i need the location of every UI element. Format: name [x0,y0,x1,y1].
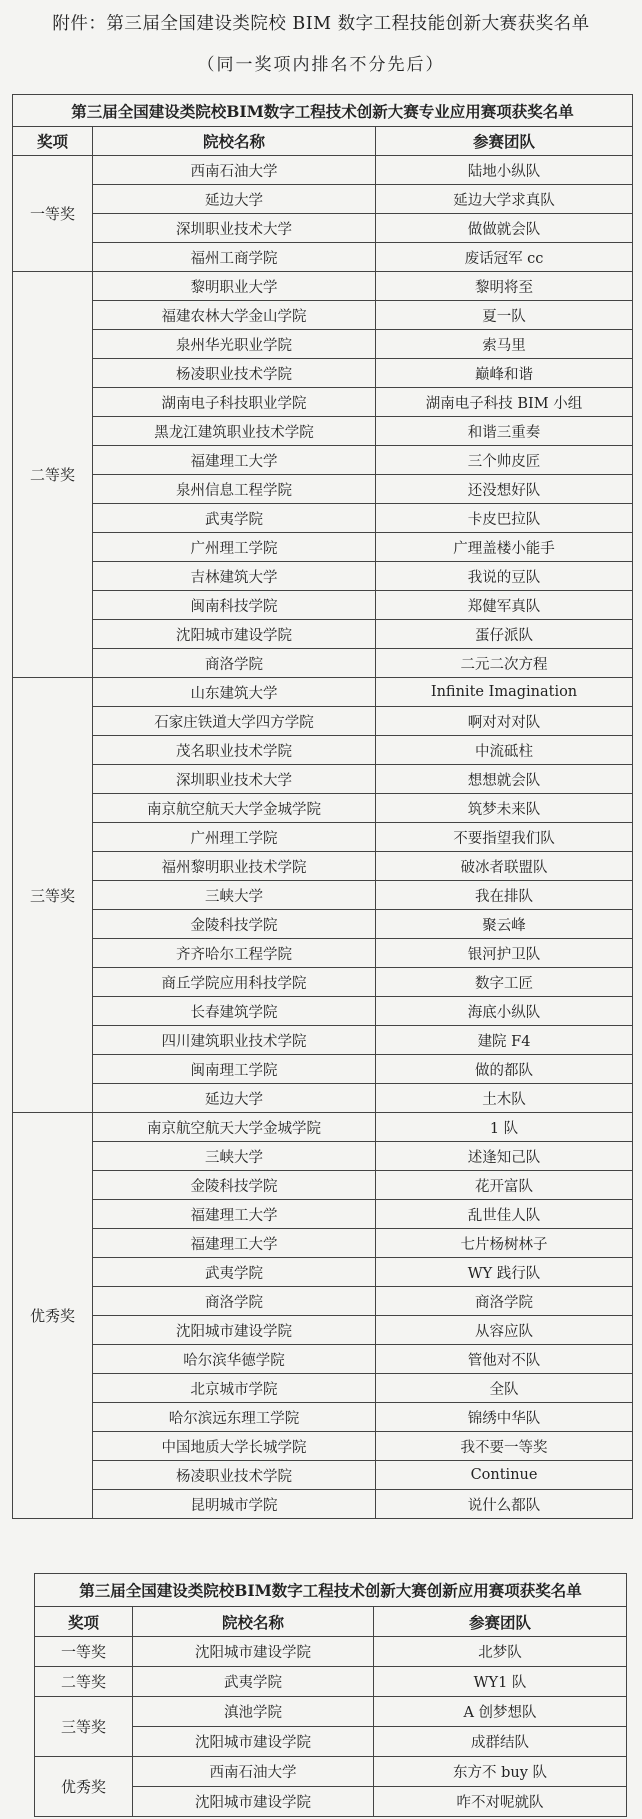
team-name-cell: 聚云峰 [376,910,633,939]
team-name-cell: 土木队 [376,1084,633,1113]
team-name-cell: 我在排队 [376,881,633,910]
table-row [13,1374,633,1403]
table-row [13,1490,633,1519]
table-row [13,1316,633,1345]
school-name-cell: 沈阳城市建设学院 [133,1637,374,1667]
team-name-cell: 陆地小纵队 [376,156,633,185]
school-name-cell: 三峡大学 [93,881,376,910]
table-header-row [35,1607,627,1637]
school-name-cell: 哈尔滨华德学院 [93,1345,376,1374]
table-row [13,591,633,620]
school-name-cell: 沈阳城市建设学院 [133,1727,374,1757]
school-name-cell: 西南石油大学 [93,156,376,185]
school-name-cell: 武夷学院 [93,1258,376,1287]
header-award: 奖项 [13,127,93,156]
team-name-cell: Continue [376,1461,633,1490]
table-row [13,446,633,475]
team-name-cell: 三个帅皮匠 [376,446,633,475]
table-row [13,939,633,968]
table-row [13,997,633,1026]
team-name-cell: 还没想好队 [376,475,633,504]
header-award: 奖项 [35,1607,133,1637]
table-row [13,1258,633,1287]
team-name-cell: 和谐三重奏 [376,417,633,446]
award-level-cell: 一等奖 [35,1637,133,1667]
team-name-cell: 花开富队 [376,1171,633,1200]
school-name-cell: 黎明职业大学 [93,272,376,301]
team-name-cell: Infinite Imagination [376,678,633,707]
table-title-row [13,95,633,127]
team-name-cell: 我不要一等奖 [376,1432,633,1461]
school-name-cell: 南京航空航天大学金城学院 [93,1113,376,1142]
school-name-cell: 山东建筑大学 [93,678,376,707]
team-name-cell: 蛋仔派队 [376,620,633,649]
team-name-cell: WY1 队 [374,1667,627,1697]
school-name-cell: 福建农林大学金山学院 [93,301,376,330]
school-name-cell: 石家庄铁道大学四方学院 [93,707,376,736]
school-name-cell: 三峡大学 [93,1142,376,1171]
team-name-cell: 海底小纵队 [376,997,633,1026]
school-name-cell: 广州理工学院 [93,533,376,562]
table-row [13,1403,633,1432]
table-row [13,620,633,649]
innovation-application-awards-table [34,1573,627,1817]
school-name-cell: 杨凌职业技术学院 [93,359,376,388]
team-name-cell: 索马里 [376,330,633,359]
team-name-cell: 七片杨树林子 [376,1229,633,1258]
table-row [13,1084,633,1113]
table-row [13,1055,633,1084]
school-name-cell: 武夷学院 [93,504,376,533]
award-level-cell: 三等奖 [35,1697,133,1757]
team-name-cell: 二元二次方程 [376,649,633,678]
header-school-name: 院校名称 [93,127,376,156]
team-name-cell: 乱世佳人队 [376,1200,633,1229]
table-row [13,330,633,359]
team-name-cell: 管他对不队 [376,1345,633,1374]
team-name-cell: WY 践行队 [376,1258,633,1287]
table-row [35,1637,627,1667]
team-name-cell: 中流砥柱 [376,736,633,765]
table-row [13,1287,633,1316]
header-team: 参赛团队 [376,127,633,156]
table-row [13,214,633,243]
school-name-cell: 延边大学 [93,1084,376,1113]
table-row [13,185,633,214]
school-name-cell: 福建理工大学 [93,446,376,475]
school-name-cell: 沈阳城市建设学院 [93,1316,376,1345]
table-row [13,301,633,330]
header-team: 参赛团队 [374,1607,627,1637]
school-name-cell: 福建理工大学 [93,1229,376,1258]
table-row [13,359,633,388]
table-row [13,1171,633,1200]
professional-application-awards-table [12,94,633,1519]
table-row [13,910,633,939]
table-row [13,475,633,504]
team-name-cell: 湖南电子科技 BIM 小组 [376,388,633,417]
document-subheading: （同一奖项内排名不分先后） [197,55,445,75]
table-row [13,272,633,301]
table-row [13,1229,633,1258]
table-row [13,736,633,765]
team-name-cell: 全队 [376,1374,633,1403]
team-name-cell: 做做就会队 [376,214,633,243]
school-name-cell: 深圳职业技术大学 [93,765,376,794]
school-name-cell: 杨凌职业技术学院 [93,1461,376,1490]
school-name-cell: 福州黎明职业技术学院 [93,852,376,881]
school-name-cell: 延边大学 [93,185,376,214]
table-row [13,823,633,852]
table-row [13,243,633,272]
table-row [13,1200,633,1229]
school-name-cell: 中国地质大学长城学院 [93,1432,376,1461]
table-row [13,533,633,562]
award-level-cell: 一等奖 [13,156,93,272]
team-name-cell: 商洛学院 [376,1287,633,1316]
team-name-cell: 夏一队 [376,301,633,330]
table-title: 第三届全国建设类院校BIM数字工程技术创新大赛专业应用赛项获奖名单 [13,95,633,127]
table-row [13,1345,633,1374]
team-name-cell: 黎明将至 [376,272,633,301]
table-row [13,417,633,446]
table-row [13,678,633,707]
table-row [13,968,633,997]
school-name-cell: 哈尔滨远东理工学院 [93,1403,376,1432]
school-name-cell: 沈阳城市建设学院 [93,620,376,649]
table-row [13,1142,633,1171]
team-name-cell: 北梦队 [374,1637,627,1667]
team-name-cell: 银河护卫队 [376,939,633,968]
school-name-cell: 湖南电子科技职业学院 [93,388,376,417]
team-name-cell: 筑梦未来队 [376,794,633,823]
school-name-cell: 深圳职业技术大学 [93,214,376,243]
school-name-cell: 福建理工大学 [93,1200,376,1229]
team-name-cell: 废话冠军 cc [376,243,633,272]
school-name-cell: 茂名职业技术学院 [93,736,376,765]
team-name-cell: 不要指望我们队 [376,823,633,852]
table-row [13,881,633,910]
team-name-cell: 广理盖楼小能手 [376,533,633,562]
table-row [13,1113,633,1142]
header-school-name: 院校名称 [133,1607,374,1637]
school-name-cell: 长春建筑学院 [93,997,376,1026]
school-name-cell: 黑龙江建筑职业技术学院 [93,417,376,446]
team-name-cell: A 创梦想队 [374,1697,627,1727]
team-name-cell: 锦绣中华队 [376,1403,633,1432]
team-name-cell: 说什么都队 [376,1490,633,1519]
team-name-cell: 建院 F4 [376,1026,633,1055]
team-name-cell: 巅峰和谐 [376,359,633,388]
team-name-cell: 数字工匠 [376,968,633,997]
table-row [35,1667,627,1697]
team-name-cell: 咋不对呢就队 [374,1787,627,1817]
school-name-cell: 齐齐哈尔工程学院 [93,939,376,968]
table-row [13,649,633,678]
team-name-cell: 破冰者联盟队 [376,852,633,881]
school-name-cell: 闽南理工学院 [93,1055,376,1084]
school-name-cell: 商洛学院 [93,1287,376,1316]
school-name-cell: 北京城市学院 [93,1374,376,1403]
team-name-cell: 成群结队 [374,1727,627,1757]
team-name-cell: 我说的豆队 [376,562,633,591]
table-row [13,1461,633,1490]
team-name-cell: 啊对对对队 [376,707,633,736]
table-row [13,707,633,736]
table-row [13,794,633,823]
school-name-cell: 沈阳城市建设学院 [133,1787,374,1817]
school-name-cell: 福州工商学院 [93,243,376,272]
school-name-cell: 商洛学院 [93,649,376,678]
table-row [13,388,633,417]
school-name-cell: 闽南科技学院 [93,591,376,620]
school-name-cell: 金陵科技学院 [93,910,376,939]
table-header-row [13,127,633,156]
document-heading: 附件：第三届全国建设类院校 BIM 数字工程技能创新大赛获奖名单 [52,14,590,34]
school-name-cell: 南京航空航天大学金城学院 [93,794,376,823]
table-title-row [35,1574,627,1607]
table-row [13,562,633,591]
team-name-cell: 做的都队 [376,1055,633,1084]
team-name-cell: 从容应队 [376,1316,633,1345]
table-row [13,765,633,794]
table-row [13,1026,633,1055]
team-name-cell: 延边大学求真队 [376,185,633,214]
team-name-cell: 述逢知己队 [376,1142,633,1171]
table-row [35,1697,627,1727]
table-row [13,1432,633,1461]
award-level-cell: 二等奖 [13,272,93,678]
school-name-cell: 滇池学院 [133,1697,374,1727]
table-row [35,1757,627,1787]
award-level-cell: 三等奖 [13,678,93,1113]
school-name-cell: 昆明城市学院 [93,1490,376,1519]
team-name-cell: 想想就会队 [376,765,633,794]
school-name-cell: 四川建筑职业技术学院 [93,1026,376,1055]
team-name-cell: 东方不 buy 队 [374,1757,627,1787]
school-name-cell: 广州理工学院 [93,823,376,852]
school-name-cell: 泉州信息工程学院 [93,475,376,504]
school-name-cell: 商丘学院应用科技学院 [93,968,376,997]
team-name-cell: 卡皮巴拉队 [376,504,633,533]
team-name-cell: 郑健军真队 [376,591,633,620]
school-name-cell: 武夷学院 [133,1667,374,1697]
table-row [13,156,633,185]
school-name-cell: 金陵科技学院 [93,1171,376,1200]
award-level-cell: 优秀奖 [13,1113,93,1519]
team-name-cell: 1 队 [376,1113,633,1142]
table-row [13,852,633,881]
table-row [13,504,633,533]
school-name-cell: 吉林建筑大学 [93,562,376,591]
table-title: 第三届全国建设类院校BIM数字工程技术创新大赛创新应用赛项获奖名单 [35,1574,627,1607]
school-name-cell: 西南石油大学 [133,1757,374,1787]
school-name-cell: 泉州华光职业学院 [93,330,376,359]
award-level-cell: 优秀奖 [35,1757,133,1817]
award-level-cell: 二等奖 [35,1667,133,1697]
